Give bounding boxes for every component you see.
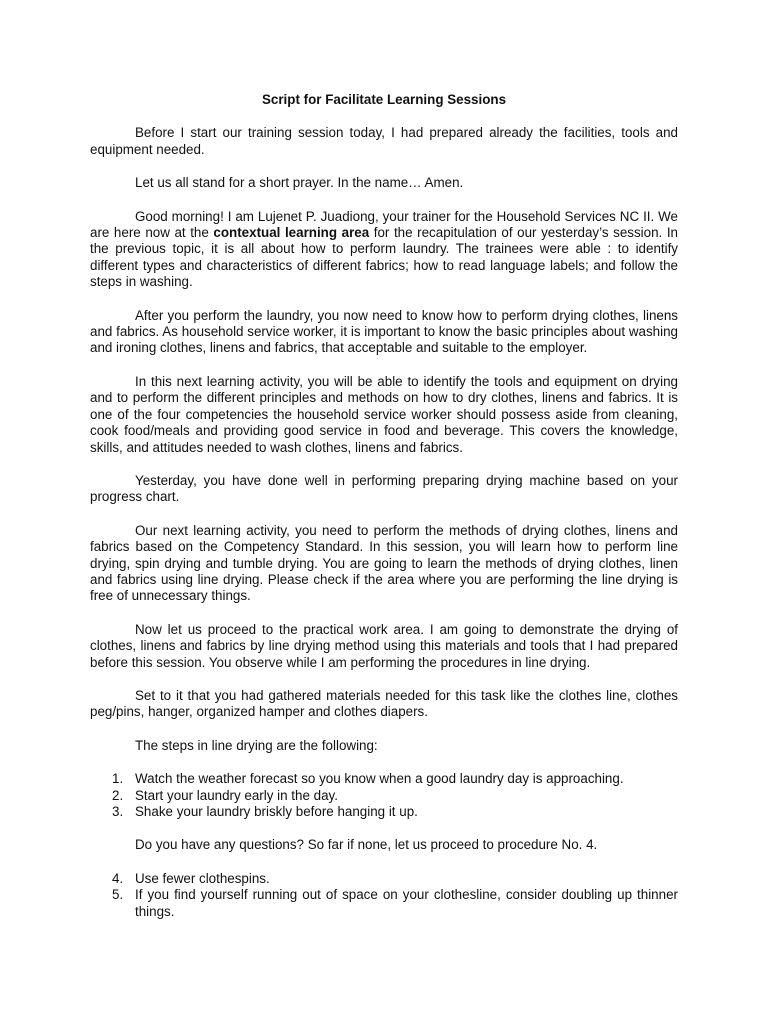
document-page: [90, 92, 678, 937]
steps-list-first: [90, 771, 678, 820]
list-item-text: Use fewer clothespins.: [135, 870, 270, 886]
list-item: [112, 787, 678, 804]
list-item-text: Shake your laundry briskly before hanging it up.: [135, 804, 418, 819]
list-item-text: Watch the weather forecast so you know when a good laundry day is approaching.: [135, 771, 624, 787]
paragraph-drying-intro: After you perform the laundry, you now need to know how to perform drying clothes, linens and fabrics. As household service worker, it is important to know the basic principles about washing and ironing clothes, linens and fabrics, that acceptable and suitable to the employer.: [90, 307, 678, 356]
list-item: [112, 771, 678, 787]
steps-intro: The steps in line drying are the following:: [135, 737, 378, 753]
paragraph-materials: Set to it that you had gathered materials needed for this task like the clothes line, clothes peg/pins, hanger, organized hamper and clothes diapers.: [90, 687, 678, 720]
list-item-number: 3.: [112, 804, 124, 819]
list-item-text: Start your laundry early in the day.: [135, 787, 338, 803]
paragraph-progress: Yesterday, you have done well in performing preparing drying machine based on your progress chart.: [90, 472, 678, 505]
question-prompt: Do you have any questions? So far if none, let us proceed to procedure No. 4.: [135, 837, 598, 853]
list-item: [112, 804, 678, 820]
list-item: [112, 870, 678, 887]
paragraph-prayer: Let us all stand for a short prayer. In the name… Amen.: [135, 175, 464, 191]
paragraph-practical-area: Now let us proceed to the practical work area. I am going to demonstrate the drying of clothes, linens and fabrics by line drying method using this materials and tools that I had prepared before this session. You observe while I am performing the procedures in line drying.: [90, 621, 678, 670]
paragraph-next-activity: Our next learning activity, you need to perform the methods of drying clothes, linens and fabrics based on the Competency Standard. In this session, you will learn how to perform line drying, spin drying and tumble drying. You are going to learn the methods of drying clothes, linen and fabrics using line drying. Please check if the area where you are performing the line drying is free of unnecessary things.: [90, 522, 678, 604]
greeting-bold-term: contextual learning area: [213, 225, 370, 241]
list-item-number: 1.: [112, 771, 124, 787]
paragraph-learning-activity: In this next learning activity, you will be able to identify the tools and equipment on drying and to perform the different principles and methods on how to dry clothes, linens and fabrics. It is one of the four competencies the household service worker should possess aside from cleaning, cook food/meals and providing good service in food and beverage. This covers the knowledge, skills, and attitudes needed to wash clothes, linens and fabrics.: [90, 373, 678, 455]
list-item-text: If you find yourself running out of space on your clothesline, consider doubling up thinner things.: [135, 887, 678, 919]
greeting-text-start: Good morning! I am Lujenet P. Juadiong, your trainer for the Household Services NC II. We are here now at the: [90, 208, 678, 241]
paragraph-preparation: Before I start our training session today, I had prepared already the facilities, tools and equipment needed.: [90, 125, 678, 157]
greeting-text-end: for the recapitulation of our yesterday’s session. In the previous topic, it is all about how to perform laundry. The trainees were able : to identify different types and characteristics of different fabrics; how to read language labels; and follow the steps in washing.: [90, 225, 678, 290]
list-item: [112, 887, 678, 920]
list-item-number: 2.: [112, 787, 124, 803]
list-item-number: 4.: [112, 870, 124, 886]
document-title: Script for Facilitate Learning Sessions: [261, 92, 507, 107]
list-item-number: 5.: [112, 887, 124, 903]
steps-list-second: [90, 871, 678, 920]
paragraph-greeting: [90, 209, 678, 291]
